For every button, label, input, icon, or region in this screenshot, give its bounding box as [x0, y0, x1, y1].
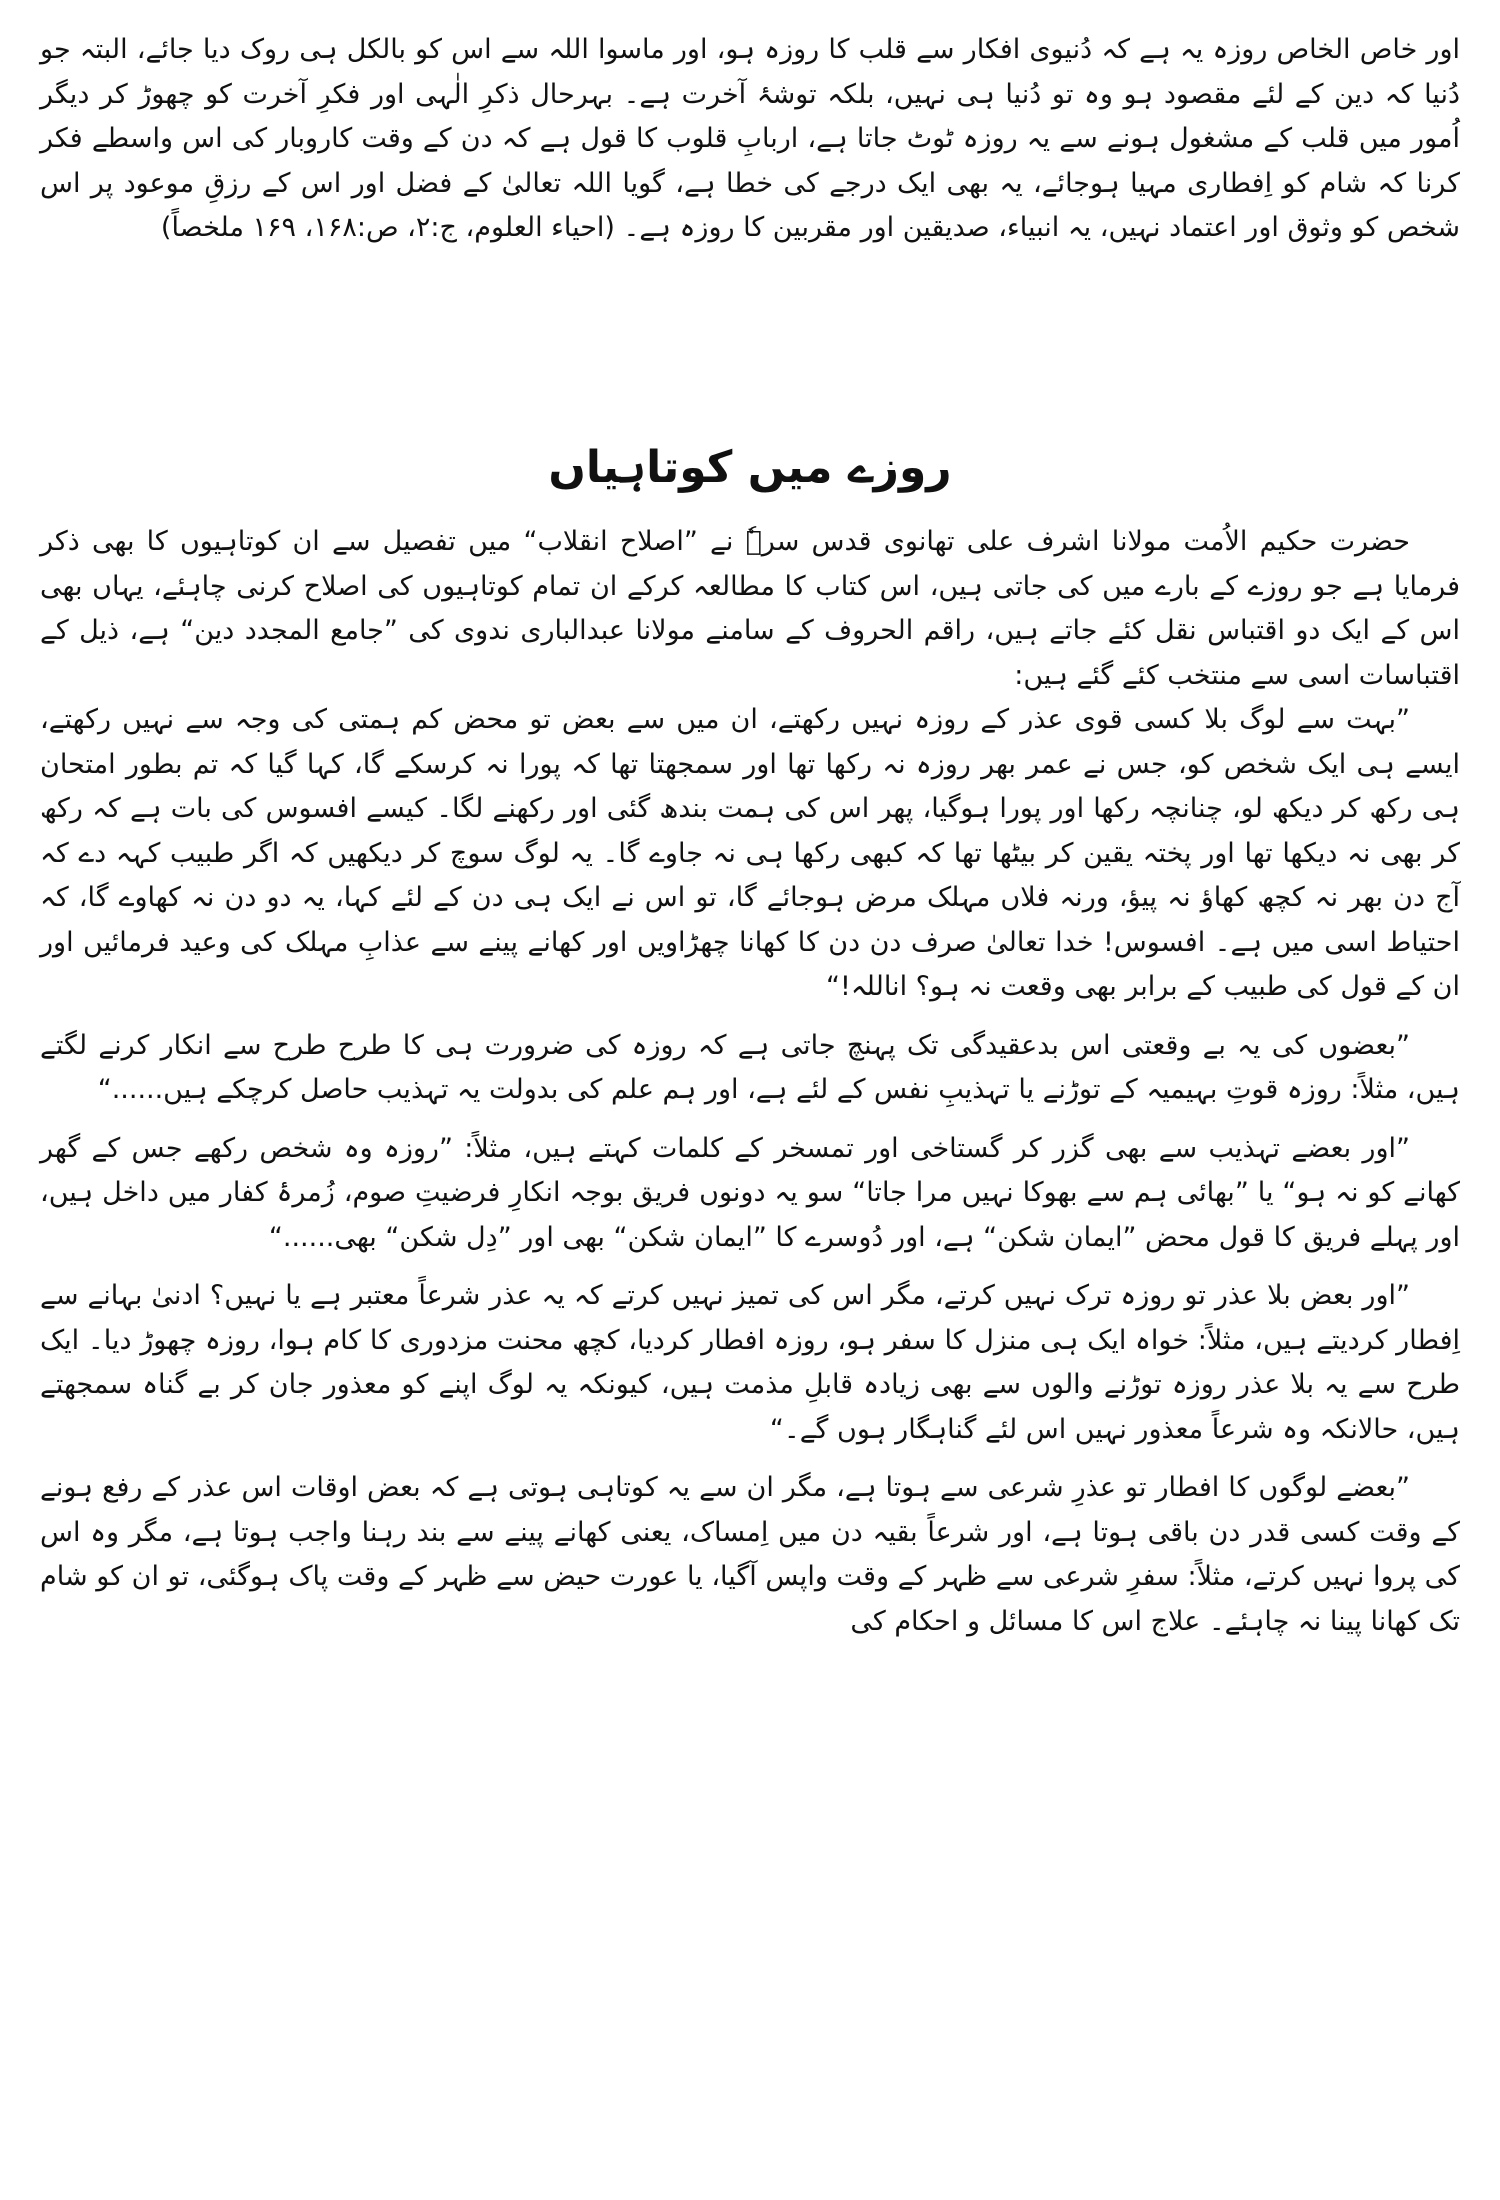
quote-paragraph-4: ”اور بعض بلا عذر تو روزہ ترک نہیں کرتے، مگر اس کی تمیز نہیں کرتے کہ یہ عذر شرعاً معتبر ہے یا نہیں؟ ادنیٰ بہانے سے اِفطار کردیتے ہیں، مثلاً: خواہ ایک ہی منزل کا سفر ہو، روزہ افطار کردیا، کچھ محنت مزدوری کا کام ہوا، روزہ چھوڑ دیا۔ ایک طرح سے یہ بلا عذر روزہ توڑنے والوں سے بھی زیادہ قابلِ مذمت ہیں، کیونکہ یہ لوگ اپنے کو معذور جان کر بے گناہ سمجھتے ہیں، حالانکہ وہ شرعاً معذور نہیں اس لئے گناہگار ہوں گے۔“ [40, 1280, 1460, 1445]
quote-paragraph-3: ”اور بعضے تہذیب سے بھی گزر کر گستاخی اور تمسخر کے کلمات کہتے ہیں، مثلاً: ”روزہ وہ شخص رکھے جس کے گھر کھانے کو نہ ہو“ یا ”بھائی ہم سے بھوکا نہیں مرا جاتا“ سو یہ دونوں فریق بوجہ انکارِ فرضیتِ صوم، زُمرۂ کفار میں داخل ہیں، اور پہلے فریق کا قول محض ”ایمان شکن“ ہے، اور دُوسرے کا ”ایمان شکن“ بھی اور ”دِل شکن“ بھی......“ [40, 1132, 1460, 1253]
section-heading: روزے میں کوتاہیاں [548, 442, 952, 493]
quote-paragraph-2: ”بعضوں کی یہ بے وقعتی اس بدعقیدگی تک پہنچ جاتی ہے کہ روزہ کی ضرورت ہی کا طرح طرح سے انکار کرنے لگتے ہیں، مثلاً: روزہ قوتِ بہیمیہ کے توڑنے یا تہذیبِ نفس کے لئے ہے، اور ہم علم کی بدولت یہ تہذیب حاصل کرچکے ہیں......“ [40, 1029, 1460, 1105]
quote-paragraph-5: ”بعضے لوگوں کا افطار تو عذرِ شرعی سے ہوتا ہے، مگر ان سے یہ کوتاہی ہوتی ہے کہ بعض اوقات اس عذر کے رفع ہونے کے وقت کسی قدر دن باقی ہوتا ہے، اور شرعاً بقیہ دن میں اِمساک، یعنی کھانے پینے سے بند رہنا واجب ہوتا ہے، مگر وہ اس کی پروا نہیں کرتے، مثلاً: سفرِ شرعی سے ظہر کے وقت واپس آگیا، یا عورت حیض سے ظہر کے وقت پاک ہوگئی، تو ان کو شام تک کھانا پینا نہ چاہئے۔ علاج اس کا مسائل و احکام کی [40, 1472, 1460, 1637]
opening-paragraph: حضرت حکیم الاُمت مولانا اشرف علی تھانوی قدس سرہٗ نے ”اصلاح انقلاب“ میں تفصیل سے ان کوتاہیوں کا بھی ذکر فرمایا ہے جو روزے کے بارے میں کی جاتی ہیں، اس کتاب کا مطالعہ کرکے ان تمام کوتاہیوں کی اصلاح کرنی چاہئے، یہاں بھی اس کے ایک دو اقتباس نقل کئے جاتے ہیں، راقم الحروف کے سامنے مولانا عبدالباری ندوی کی ”جامع المجدد دین“ ہے، ذیل کے اقتباسات اسی سے منتخب کئے گئے ہیں: [40, 526, 1460, 691]
paragraph-gap [40, 1260, 1460, 1274]
intro-paragraph: اور خاص الخاص روزہ یہ ہے کہ دُنیوی افکار سے قلب کا روزہ ہو، اور ماسوا اللہ سے اس کو بالکل ہی روک دیا جائے، البتہ جو دُنیا کہ دین کے لئے مقصود ہو وہ تو دُنیا ہی نہیں، بلکہ توشۂ آخرت ہے۔ بہرحال ذکرِ الٰہی اور فکرِ آخرت کو چھوڑ کر دیگر اُمور میں قلب کے مشغول ہونے سے یہ روزہ ٹوٹ جاتا ہے، اربابِ قلوب کا قول ہے کہ دن کے وقت کاروبار کی اس واسطے فکر کرنا کہ شام کو اِفطاری مہیا ہوجائے، یہ بھی ایک درجے کی خطا ہے، گویا اللہ تعالیٰ کے فضل اور اس کے رزقِ موعود پر اس شخص کو وثوق اور اعتماد نہیں، یہ انبیاء، صدیقین اور مقربین کا روزہ ہے۔ (احیاء العلوم، ج:۲، ص:۱۶۸، ۱۶۹ ملخصاً) [40, 34, 1460, 243]
paragraph-gap [40, 1452, 1460, 1466]
paragraph-gap [40, 1010, 1460, 1024]
paragraph-gap [40, 1113, 1460, 1127]
document-page [40, 28, 1460, 1644]
quote-paragraph-1: ”بہت سے لوگ بلا کسی قوی عذر کے روزہ نہیں رکھتے، ان میں سے بعض تو محض کم ہمتی کی وجہ سے نہیں رکھتے، ایسے ہی ایک شخص کو، جس نے عمر بھر روزہ نہ رکھا تھا اور سمجھتا تھا کہ پورا نہ کرسکے گا، کہا گیا کہ تم بطور امتحان ہی رکھ کر دیکھ لو، چنانچہ رکھا اور پورا ہوگیا، پھر اس کی ہمت بندھ گئی اور رکھنے لگا۔ کیسے افسوس کی بات ہے کہ رکھ کر بھی نہ دیکھا تھا اور پختہ یقین کر بیٹھا تھا کہ کبھی رکھا ہی نہ جاوے گا۔ یہ لوگ سوچ کر دیکھیں کہ اگر طبیب کہہ دے کہ آج دن بھر نہ کچھ کھاؤ نہ پیؤ، ورنہ فلاں مہلک مرض ہوجائے گا، تو اس نے ایک ہی دن کے لئے کہا، یہ دو دن نہ کھاوے گا، کہ احتیاط اسی میں ہے۔ افسوس! خدا تعالیٰ صرف دن دن کا کھانا چھڑاویں اور کھانے پینے سے عذابِ مہلک کی وعید فرمائیں اور ان کے قول کی طبیب کے برابر بھی وقعت نہ ہو؟ اناللہ!“ [40, 704, 1460, 1002]
